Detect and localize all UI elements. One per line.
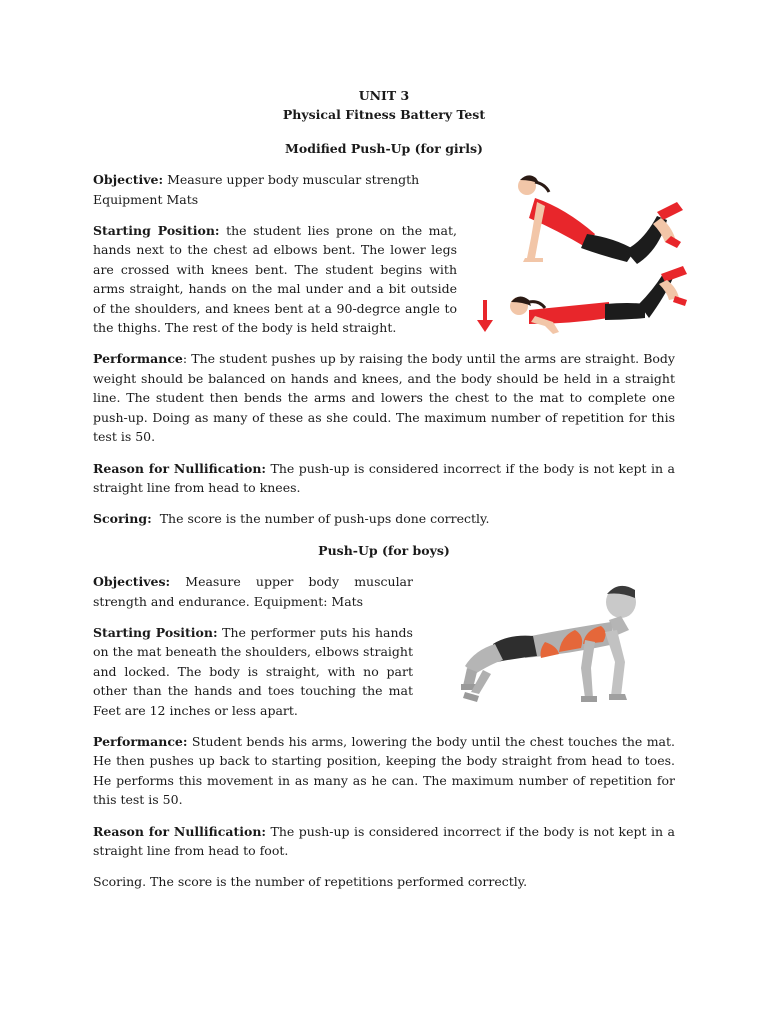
pushup-illustration (425, 570, 681, 720)
modified-pushup-illustration (475, 170, 695, 342)
scoring-label: Scoring: (93, 511, 152, 527)
performance-label: Performance: (93, 733, 188, 749)
girls-equipment: Equipment Mats (93, 191, 199, 207)
unit-label: UNIT 3 (358, 88, 410, 103)
girl-pushup-down-figure (477, 266, 687, 334)
boys-section-heading: Push-Up (for boys) (318, 542, 450, 558)
starting-position-text: the student lies prone on the mat, hands next to the chest ad elbows bent. The lower legs are crossed with knees bent. The student begins with arms straight, hands on the mal under and a bit outside of the shoulders, and knees bent at a 90-degrce angle to the thighs. The rest of the body is held straight. (93, 223, 457, 336)
nullification-label: Reason for Nullification: (93, 460, 267, 476)
boys-performance (93, 732, 675, 810)
nullification-label: Reason for Nullification: (93, 823, 267, 839)
boys-scoring: Scoring. The score is the number of repetitions performed correctly. (93, 874, 528, 890)
performance-text: : The student pushes up by raising the body until the arms are straight. Body weight should be balanced on hands and knees, and the body should be held in a straight line. The student then bends the arms and lowers the chest to the mat to complete one push-up. Doing as many of these as she could. The maximum number of repetition for this test is 50. (93, 351, 675, 445)
page-title: Physical Fitness Battery Test (282, 107, 486, 123)
boys-nullification (93, 822, 675, 861)
performance-text: Student bends his arms, lowering the body until the chest touches the mat. He then pushes up back to starting position, keeping the body straight from head to toes. He performs this movement in as many as he can. The maximum number of repetition for this test is 50. (93, 733, 675, 808)
objective-text: Measure upper body muscular strength (167, 172, 420, 188)
girl-pushup-up-figure (518, 176, 683, 265)
objectives-text: Measure upper body muscular strength and endurance. Equipment: Mats (93, 574, 413, 609)
objective-label: Objective: (93, 172, 164, 188)
starting-position-label: Starting Position: (93, 624, 218, 640)
nullification-text: The push-up is considered incorrect if the body is not kept in a straight line from head to foot. (93, 823, 675, 858)
girls-scoring (93, 509, 675, 528)
girls-nullification (93, 459, 675, 498)
scoring-text: The score is the number of push-ups done correctly. (159, 511, 490, 527)
starting-position-label: Starting Position: (93, 223, 220, 239)
document-page (93, 86, 675, 904)
girls-performance (93, 349, 675, 446)
girls-section-heading: Modified Push-Up (for girls) (285, 140, 483, 156)
nullification-text: The push-up is considered incorrect if the body is not kept in a straight line from head to knees. (93, 460, 675, 495)
boy-pushup-figure (461, 586, 636, 702)
starting-position-text: The performer puts his hands on the mat beneath the shoulders, elbows straight and locked. The body is straight, with no part other than the hands and toes touching the mat Feet are 12 inches or less apart. (93, 624, 413, 718)
objectives-label: Objectives: (93, 574, 171, 590)
performance-label: Performance (93, 351, 183, 367)
